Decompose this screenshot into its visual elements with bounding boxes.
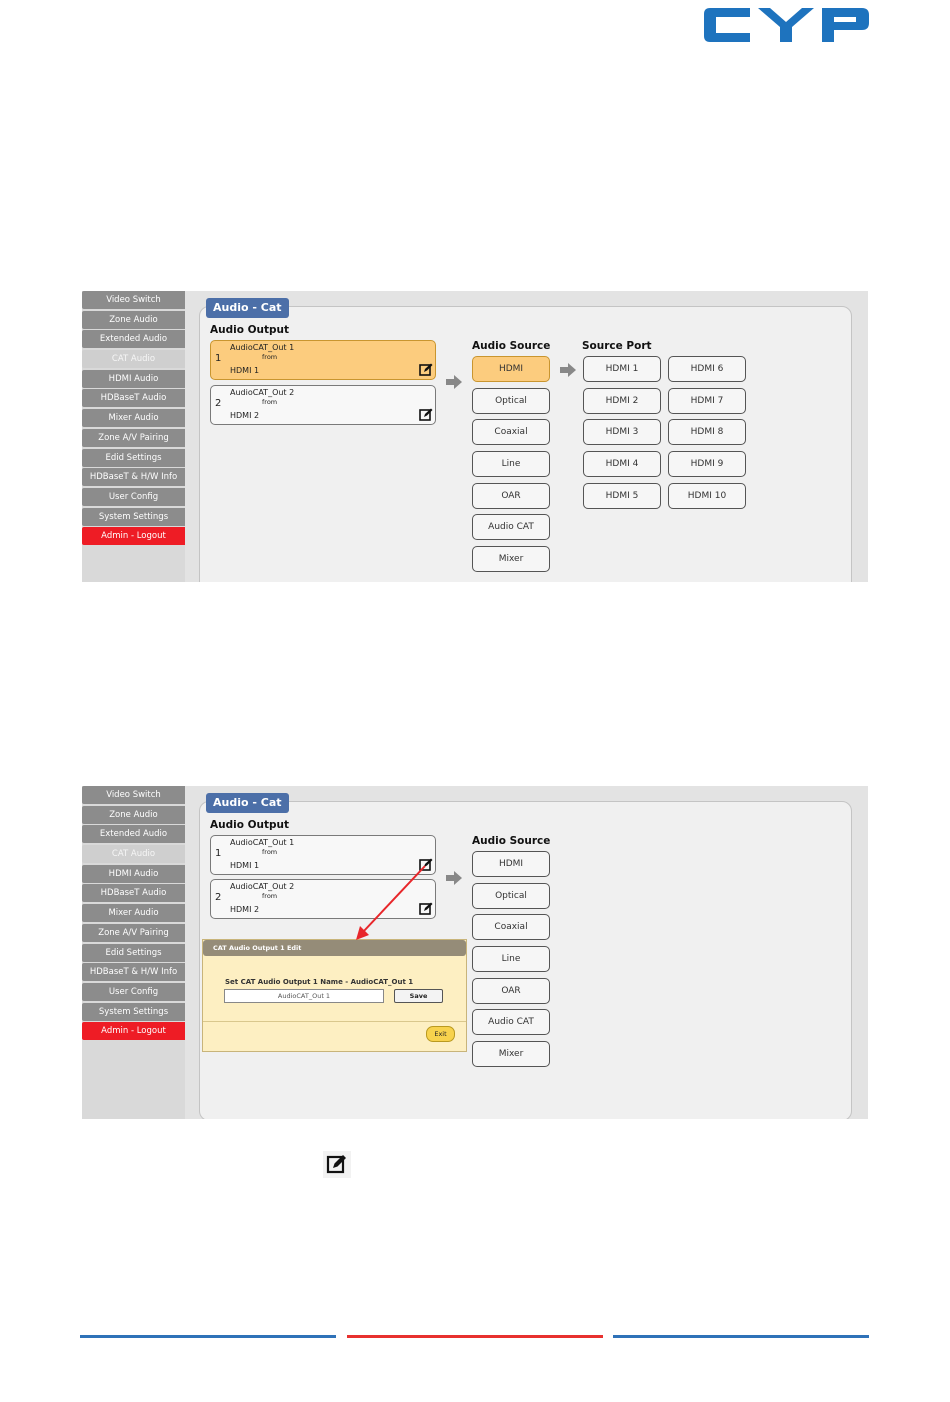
source-oar-button[interactable]: OAR [472,978,550,1004]
output-name: AudioCAT_Out 1 [230,838,295,847]
source-coaxial-button[interactable]: Coaxial [472,914,550,940]
screenshot-audio-cat [82,291,868,582]
dialog-divider [203,1021,466,1022]
output-from: from [262,892,278,900]
audio-source-label: Audio Source [472,835,551,847]
source-hdmi-button[interactable]: HDMI [472,356,550,382]
nav-system-settings[interactable]: System Settings [82,508,185,526]
sidebar-nav [82,786,185,1042]
edit-icon[interactable] [419,858,433,872]
nav-user-config[interactable]: User Config [82,983,185,1001]
output-number: 1 [215,353,222,364]
nav-cat-audio[interactable]: CAT Audio [82,845,185,863]
nav-edid-settings[interactable]: Edid Settings [82,449,185,467]
output-2[interactable] [210,879,436,919]
source-optical-button[interactable]: Optical [472,883,550,909]
nav-video-switch[interactable]: Video Switch [82,786,185,804]
nav-video-switch[interactable]: Video Switch [82,291,185,309]
output-source: HDMI 1 [230,861,260,870]
output-name: AudioCAT_Out 1 [230,343,295,352]
arrow-right-icon [560,363,576,377]
nav-mixer-audio[interactable]: Mixer Audio [82,904,185,922]
source-optical-button[interactable]: Optical [472,388,550,414]
nav-hdbaset-audio[interactable]: HDBaseT Audio [82,389,185,407]
edit-icon[interactable] [419,408,433,422]
output-name-input[interactable]: AudioCAT_Out 1 [224,989,384,1003]
edit-output-dialog [202,939,467,1052]
output-number: 2 [215,398,222,409]
edit-icon[interactable] [419,902,433,916]
cyp-logo [702,8,870,42]
arrow-right-icon [446,871,462,885]
port-hdmi-10-button[interactable]: HDMI 10 [668,483,746,509]
output-number: 1 [215,848,222,859]
port-hdmi-8-button[interactable]: HDMI 8 [668,419,746,445]
exit-button[interactable]: Exit [426,1026,455,1042]
dialog-label: Set CAT Audio Output 1 Name - AudioCAT_Out 1 [225,978,414,986]
source-line-button[interactable]: Line [472,946,550,972]
nav-hdbaset-hw-info[interactable]: HDBaseT & H/W Info [82,963,185,981]
port-hdmi-3-button[interactable]: HDMI 3 [583,419,661,445]
port-hdmi-1-button[interactable]: HDMI 1 [583,356,661,382]
output-1[interactable] [210,835,436,875]
page-tab: Audio - Cat [206,793,289,813]
source-mixer-button[interactable]: Mixer [472,546,550,572]
dialog-title: CAT Audio Output 1 Edit [203,940,466,956]
output-1[interactable] [210,340,436,380]
nav-hdmi-audio[interactable]: HDMI Audio [82,865,185,883]
source-oar-button[interactable]: OAR [472,483,550,509]
nav-system-settings[interactable]: System Settings [82,1003,185,1021]
port-hdmi-9-button[interactable]: HDMI 9 [668,451,746,477]
output-name: AudioCAT_Out 2 [230,882,295,891]
sidebar-nav [82,291,185,547]
audio-output-label: Audio Output [210,324,290,336]
source-hdmi-button[interactable]: HDMI [472,851,550,877]
source-audio-cat-button[interactable]: Audio CAT [472,1009,550,1035]
footer-line-left [80,1335,336,1338]
nav-mixer-audio[interactable]: Mixer Audio [82,409,185,427]
port-hdmi-7-button[interactable]: HDMI 7 [668,388,746,414]
output-from: from [262,353,278,361]
page-tab: Audio - Cat [206,298,289,318]
port-hdmi-6-button[interactable]: HDMI 6 [668,356,746,382]
nav-admin-logout[interactable]: Admin - Logout [82,527,185,545]
output-from: from [262,848,278,856]
output-number: 2 [215,892,222,903]
source-audio-cat-button[interactable]: Audio CAT [472,514,550,540]
output-2[interactable] [210,385,436,425]
output-source: HDMI 2 [230,905,260,914]
arrow-right-icon [446,375,462,389]
nav-zone-av-pairing[interactable]: Zone A/V Pairing [82,924,185,942]
nav-hdmi-audio[interactable]: HDMI Audio [82,370,185,388]
edit-icon[interactable] [419,363,433,377]
nav-zone-audio[interactable]: Zone Audio [82,806,185,824]
footer-line-right [613,1335,869,1338]
output-from: from [262,398,278,406]
nav-zone-av-pairing[interactable]: Zone A/V Pairing [82,429,185,447]
nav-extended-audio[interactable]: Extended Audio [82,825,185,843]
footer-line-center [347,1335,603,1338]
nav-hdbaset-audio[interactable]: HDBaseT Audio [82,884,185,902]
screenshot-audio-cat-edit [82,786,868,1119]
nav-cat-audio[interactable]: CAT Audio [82,350,185,368]
nav-hdbaset-hw-info[interactable]: HDBaseT & H/W Info [82,468,185,486]
nav-zone-audio[interactable]: Zone Audio [82,311,185,329]
port-hdmi-2-button[interactable]: HDMI 2 [583,388,661,414]
nav-extended-audio[interactable]: Extended Audio [82,330,185,348]
source-line-button[interactable]: Line [472,451,550,477]
output-source: HDMI 1 [230,366,260,375]
save-button[interactable]: Save [394,989,443,1003]
edit-icon [323,1151,351,1178]
output-source: HDMI 2 [230,411,260,420]
port-hdmi-4-button[interactable]: HDMI 4 [583,451,661,477]
nav-user-config[interactable]: User Config [82,488,185,506]
port-hdmi-5-button[interactable]: HDMI 5 [583,483,661,509]
output-name: AudioCAT_Out 2 [230,388,295,397]
source-mixer-button[interactable]: Mixer [472,1041,550,1067]
audio-output-label: Audio Output [210,819,290,831]
audio-source-label: Audio Source [472,340,551,352]
nav-edid-settings[interactable]: Edid Settings [82,944,185,962]
nav-admin-logout[interactable]: Admin - Logout [82,1022,185,1040]
source-coaxial-button[interactable]: Coaxial [472,419,550,445]
source-port-label: Source Port [582,340,652,352]
